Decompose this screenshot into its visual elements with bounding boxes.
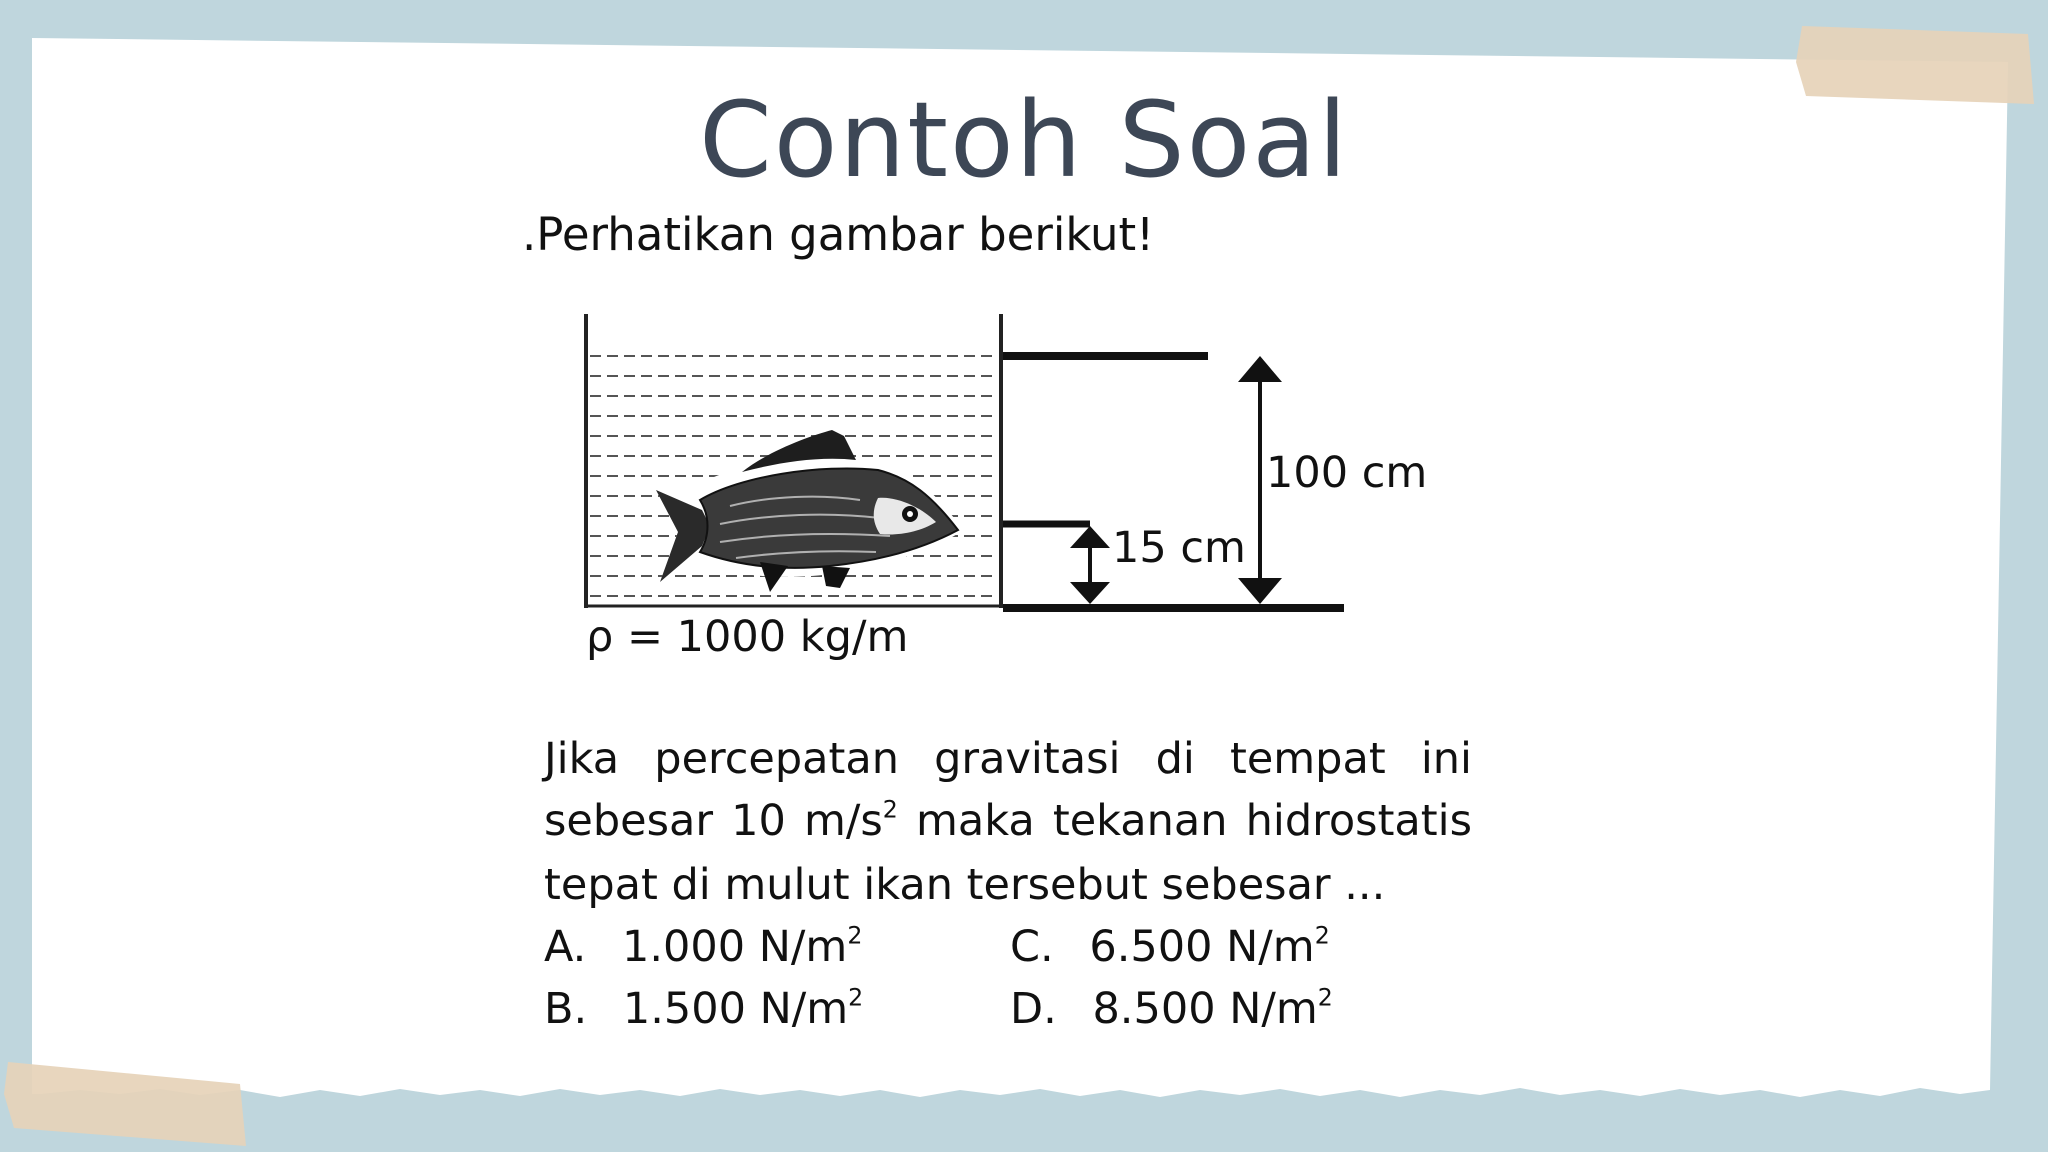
question-line-2 [544,795,1472,846]
question-line-2-end: maka tekanan hidrostatis [897,796,1472,846]
option-a-value: 1.000 N/m [622,922,848,972]
slide-title: Contoh Soal [699,79,1349,201]
question-line-1: Jika percepatan gravitasi di tempat ini [544,734,1472,784]
option-b[interactable] [544,983,864,1034]
option-a-sup: 2 [847,921,863,950]
option-c-sup: 2 [1314,921,1330,950]
height-label-100cm: 100 cm [1266,448,1428,498]
option-b-letter: B. [544,984,588,1034]
question-line-3: tepat di mulut ikan tersebut sebesar ... [544,860,1386,910]
option-c-letter: C. [1010,922,1054,972]
option-b-sup: 2 [848,983,864,1012]
unit-superscript: 2 [882,795,898,824]
option-c[interactable] [1010,921,1330,972]
option-d[interactable] [1010,983,1333,1034]
density-label: ρ = 1000 kg/m [586,612,909,662]
option-d-letter: D. [1010,984,1057,1034]
height-label-15cm: 15 cm [1112,523,1246,573]
short-dimension-arrow [1070,526,1110,604]
option-d-sup: 2 [1317,983,1333,1012]
question-prompt: .Perhatikan gambar berikut! [522,208,1155,261]
question-line-2-start: sebesar 10 m/s [544,796,883,846]
option-a-letter: A. [544,922,587,972]
option-b-value: 1.500 N/m [622,984,849,1034]
option-d-value: 8.500 N/m [1092,984,1318,1034]
fish-icon [656,430,964,592]
option-c-value: 6.500 N/m [1089,922,1315,972]
option-a[interactable] [544,921,863,972]
fish-tank-diagram [560,300,1460,690]
